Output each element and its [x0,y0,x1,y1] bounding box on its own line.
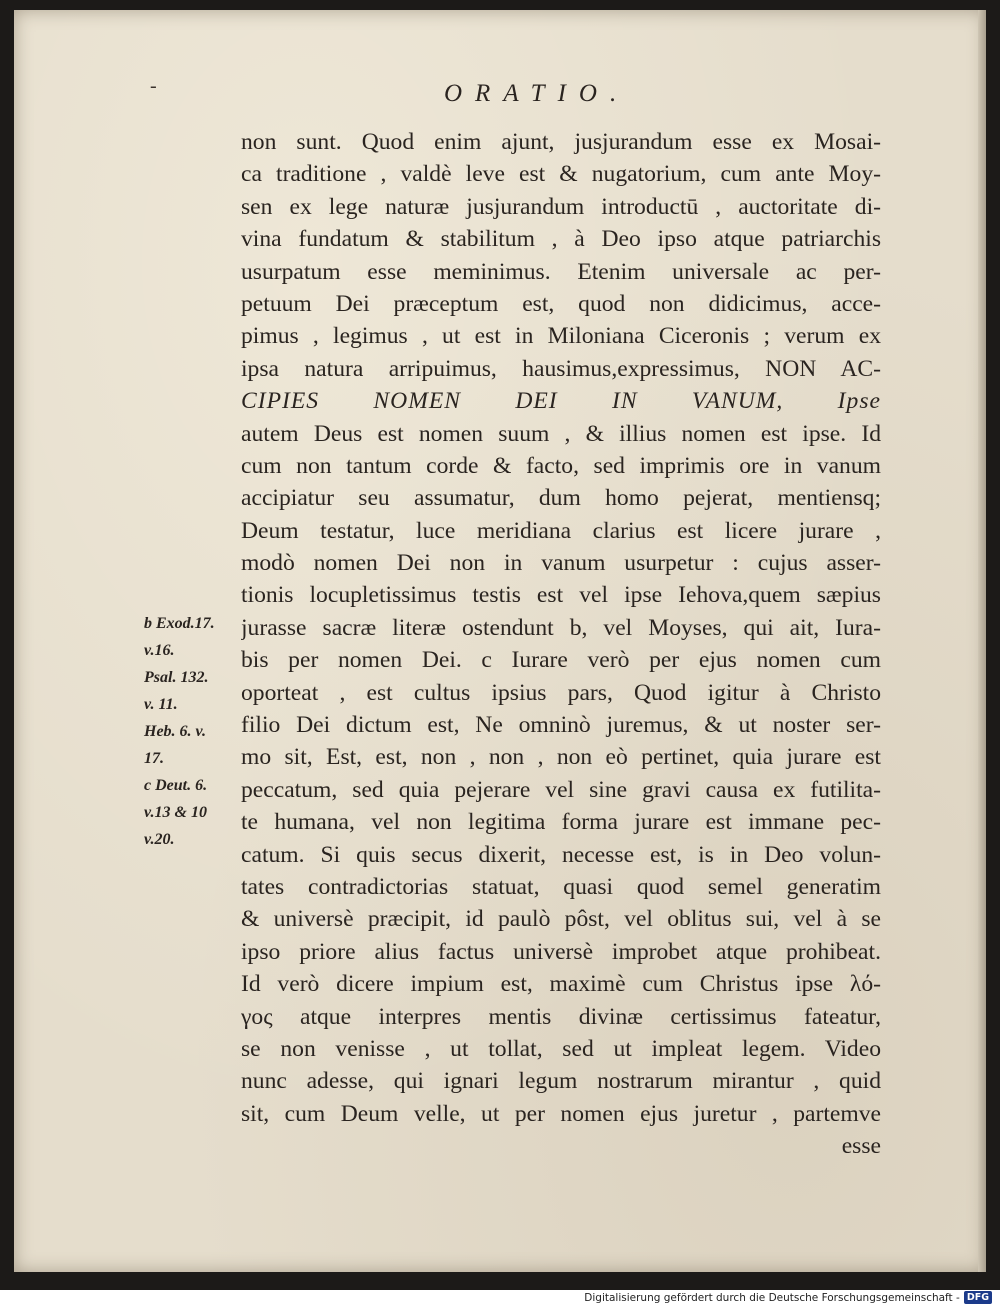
text-line: mo sit, Est, est, non , non , non eò pertinet, quia jurare est [241,744,881,771]
margin-note: v. 11. [144,696,178,713]
margin-note: v.20. [144,831,175,848]
text-line: catum. Si quis secus dixerit, necesse est, is in Deo volun- [241,841,881,868]
text-line: peccatum, sed quia pejerare vel sine gravi causa ex futilita- [241,776,881,803]
corner-mark: - [150,75,157,97]
margin-note: c Deut. 6. [144,777,208,794]
text-line: se non venisse , ut tollat, sed ut impleat legem. Video [241,1035,881,1062]
text-line: usurpatum esse meminimus. Etenim universale ac per- [241,258,881,285]
text-line: autem Deus est nomen suum , & illius nomen est ipse. Id [241,420,881,447]
text-line: vina fundatum & stabilitum , à Deo ipso atque patriarchis [241,226,881,253]
text-line: & universè præcipit, id paulò pôst, vel oblitus sui, vel à se [241,906,881,933]
text-line: pimus , legimus , ut est in Miloniana Ciceronis ; verum ex [241,323,881,350]
body-text [241,126,881,1163]
digitization-footer [584,1291,992,1304]
text-line: cum non tantum corde & facto, sed imprimis ore in vanum [241,452,881,479]
text-line: petuum Dei præceptum est, quod non didicimus, acce- [241,290,881,317]
text-line: ipso priore alius factus universè improbet atque prohibeat. [241,938,881,965]
text-line: Deum testatur, luce meridiana clarius est licere jurare , [241,517,881,544]
footer-text: Digitalisierung gefördert durch die Deutsche Forschungsgemeinschaft - [584,1291,960,1304]
text-line: accipiatur seu assumatur, dum homo pejerat, mentiensq; [241,485,881,512]
text-line: sen ex lege naturæ jusjurandum introductū , auctoritate di- [241,193,881,220]
text-line: oporteat , est cultus ipsius pars, Quod igitur à Christo [241,679,881,706]
margin-note: b Exod.17. [144,615,215,632]
text-line: tionis locupletissimus testis est vel ipse Iehova,quem sæpius [241,582,881,609]
text-line: CIPIES NOMEN DEI IN VANUM, Ipse [241,388,881,415]
text-line: te humana, vel non legitima forma jurare est immane pec- [241,809,881,836]
margin-note: Heb. 6. v. [144,723,207,740]
text-line: Id verò dicere impium est, maximè cum Christus ipse λό- [241,971,881,998]
text-line: sit, cum Deum velle, ut per nomen ejus juretur , partemve [241,1100,881,1127]
text-line: γος atque interpres mentis divinæ certissimus fateatur, [241,1003,881,1030]
margin-notes [144,610,240,853]
margin-note: v.13 & 10 [144,804,207,821]
page-edge [978,10,986,1272]
margin-note: 17. [144,750,164,767]
text-line: ipsa natura arripuimus, hausimus,expressimus, NON AC- [241,355,881,382]
text-line: tates contradictorias statuat, quasi quod semel generatim [241,873,881,900]
text-line: modò nomen Dei non in vanum usurpetur : cujus asser- [241,550,881,577]
text-line: ca traditione , valdè leve est & nugatorium, cum ante Moy- [241,161,881,188]
text-line: non sunt. Quod enim ajunt, jusjurandum esse ex Mosai- [241,129,881,155]
catchword: esse [841,1133,881,1160]
margin-note: v.16. [144,642,175,659]
margin-note: Psal. 132. [144,669,209,686]
text-line: bis per nomen Dei. c Iurare verò per ejus nomen cum [241,647,881,674]
text-line: filio Dei dictum est, Ne omninò juremus, & ut noster ser- [241,712,881,739]
dfg-logo: DFG [964,1291,992,1304]
text-line: nunc adesse, qui ignari legum nostrarum mirantur , quid [241,1068,881,1095]
text-line: jurasse sacræ literæ ostendunt b, vel Moyses, qui ait, Iura- [241,614,881,641]
running-head: ORATIO. [444,80,630,107]
